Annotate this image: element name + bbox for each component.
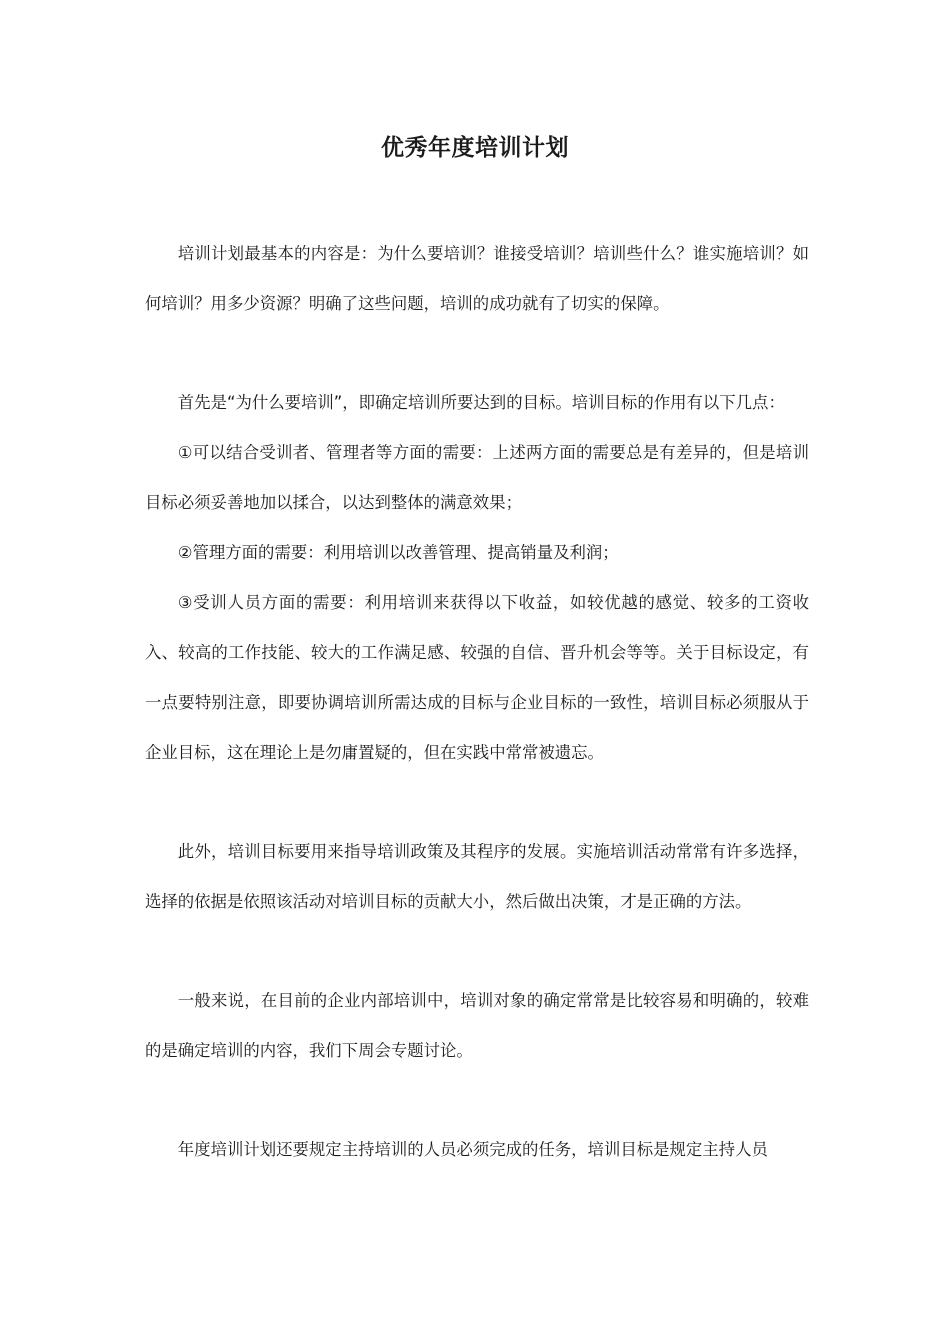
document-title: 优秀年度培训计划: [381, 135, 569, 161]
paragraph-policy: 此外，培训目标要用来指导培训政策及其程序的发展。实施培训活动常常有许多选择，选择的依据是依照该活动对培训目标的贡献大小，然后做出决策，才是正确的方法。: [145, 842, 809, 911]
paragraph-point-2: ②管理方面的需要：利用培训以改善管理、提高销量及利润；: [177, 543, 619, 562]
paragraph-annual-plan: 年度培训计划还要规定主持培训的人员必须完成的任务，培训目标是规定主持人员: [177, 1140, 768, 1159]
paragraph-intro: 培训计划最基本的内容是：为什么要培训？谁接受培训？培训些什么？谁实施培训？如何培训？用多少资源？明确了这些问题，培训的成功就有了切实的保障。: [145, 244, 809, 313]
paragraph-point-1: ①可以结合受训者、管理者等方面的需要：上述两方面的需要总是有差异的，但是培训目标必须妥善地加以揉合，以达到整体的满意效果；: [145, 443, 809, 512]
paragraph-why-train: 首先是“为什么要培训”，即确定培训所要达到的目标。培训目标的作用有以下几点：: [177, 393, 785, 412]
document-body: [145, 229, 809, 1175]
paragraph-content: 一般来说，在目前的企业内部培训中，培训对象的确定常常是比较容易和明确的，较难的是确定培训的内容，我们下周会专题讨论。: [145, 991, 809, 1060]
paragraph-point-3: ③受训人员方面的需要：利用培训来获得以下收益，如较优越的感觉、较多的工资收入、较高的工作技能、较大的工作满足感、较强的自信、晋升机会等等。关于目标设定，有一点要特别注意，即要协调培训所需达成的目标与企业目标的一致性，培训目标必须服从于企业目标，这在理论上是勿庸置疑的，但在实践中常常被遗忘。: [145, 593, 809, 762]
